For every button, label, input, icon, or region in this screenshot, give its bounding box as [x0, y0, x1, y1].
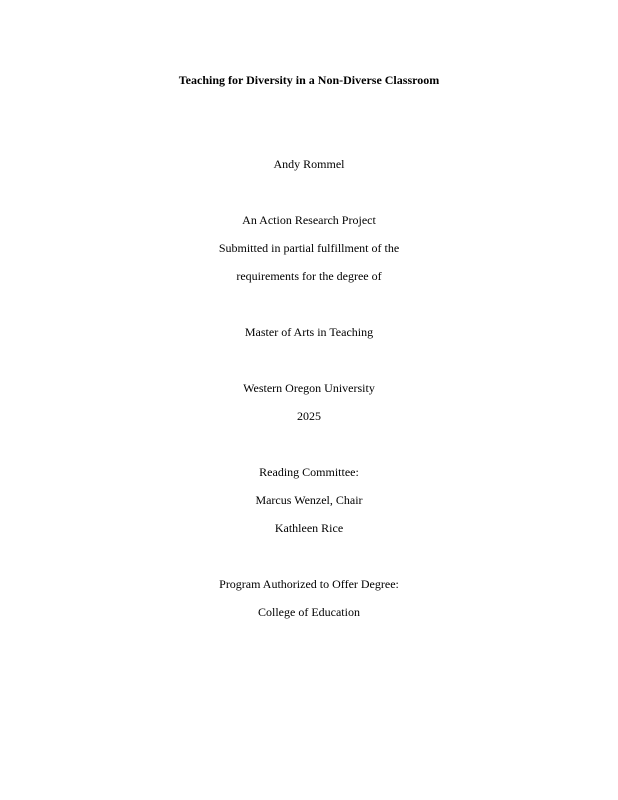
document-title: Teaching for Diversity in a Non-Diverse Classroom [178, 73, 440, 87]
program-heading: Program Authorized to Offer Degree: [219, 577, 399, 591]
committee-heading: Reading Committee: [259, 465, 359, 479]
submission-statement-line-1: Submitted in partial fulfillment of the [218, 241, 400, 255]
author-name: Andy Rommel [273, 157, 345, 171]
year: 2025 [297, 409, 321, 423]
committee-member: Kathleen Rice [274, 521, 344, 535]
submission-statement-line-2: requirements for the degree of [236, 269, 382, 283]
program-name: College of Education [258, 605, 360, 619]
university-name: Western Oregon University [243, 381, 375, 395]
committee-member-chair: Marcus Wenzel, Chair [255, 493, 363, 507]
project-type: An Action Research Project [242, 213, 376, 227]
degree-name: Master of Arts in Teaching [244, 325, 374, 339]
